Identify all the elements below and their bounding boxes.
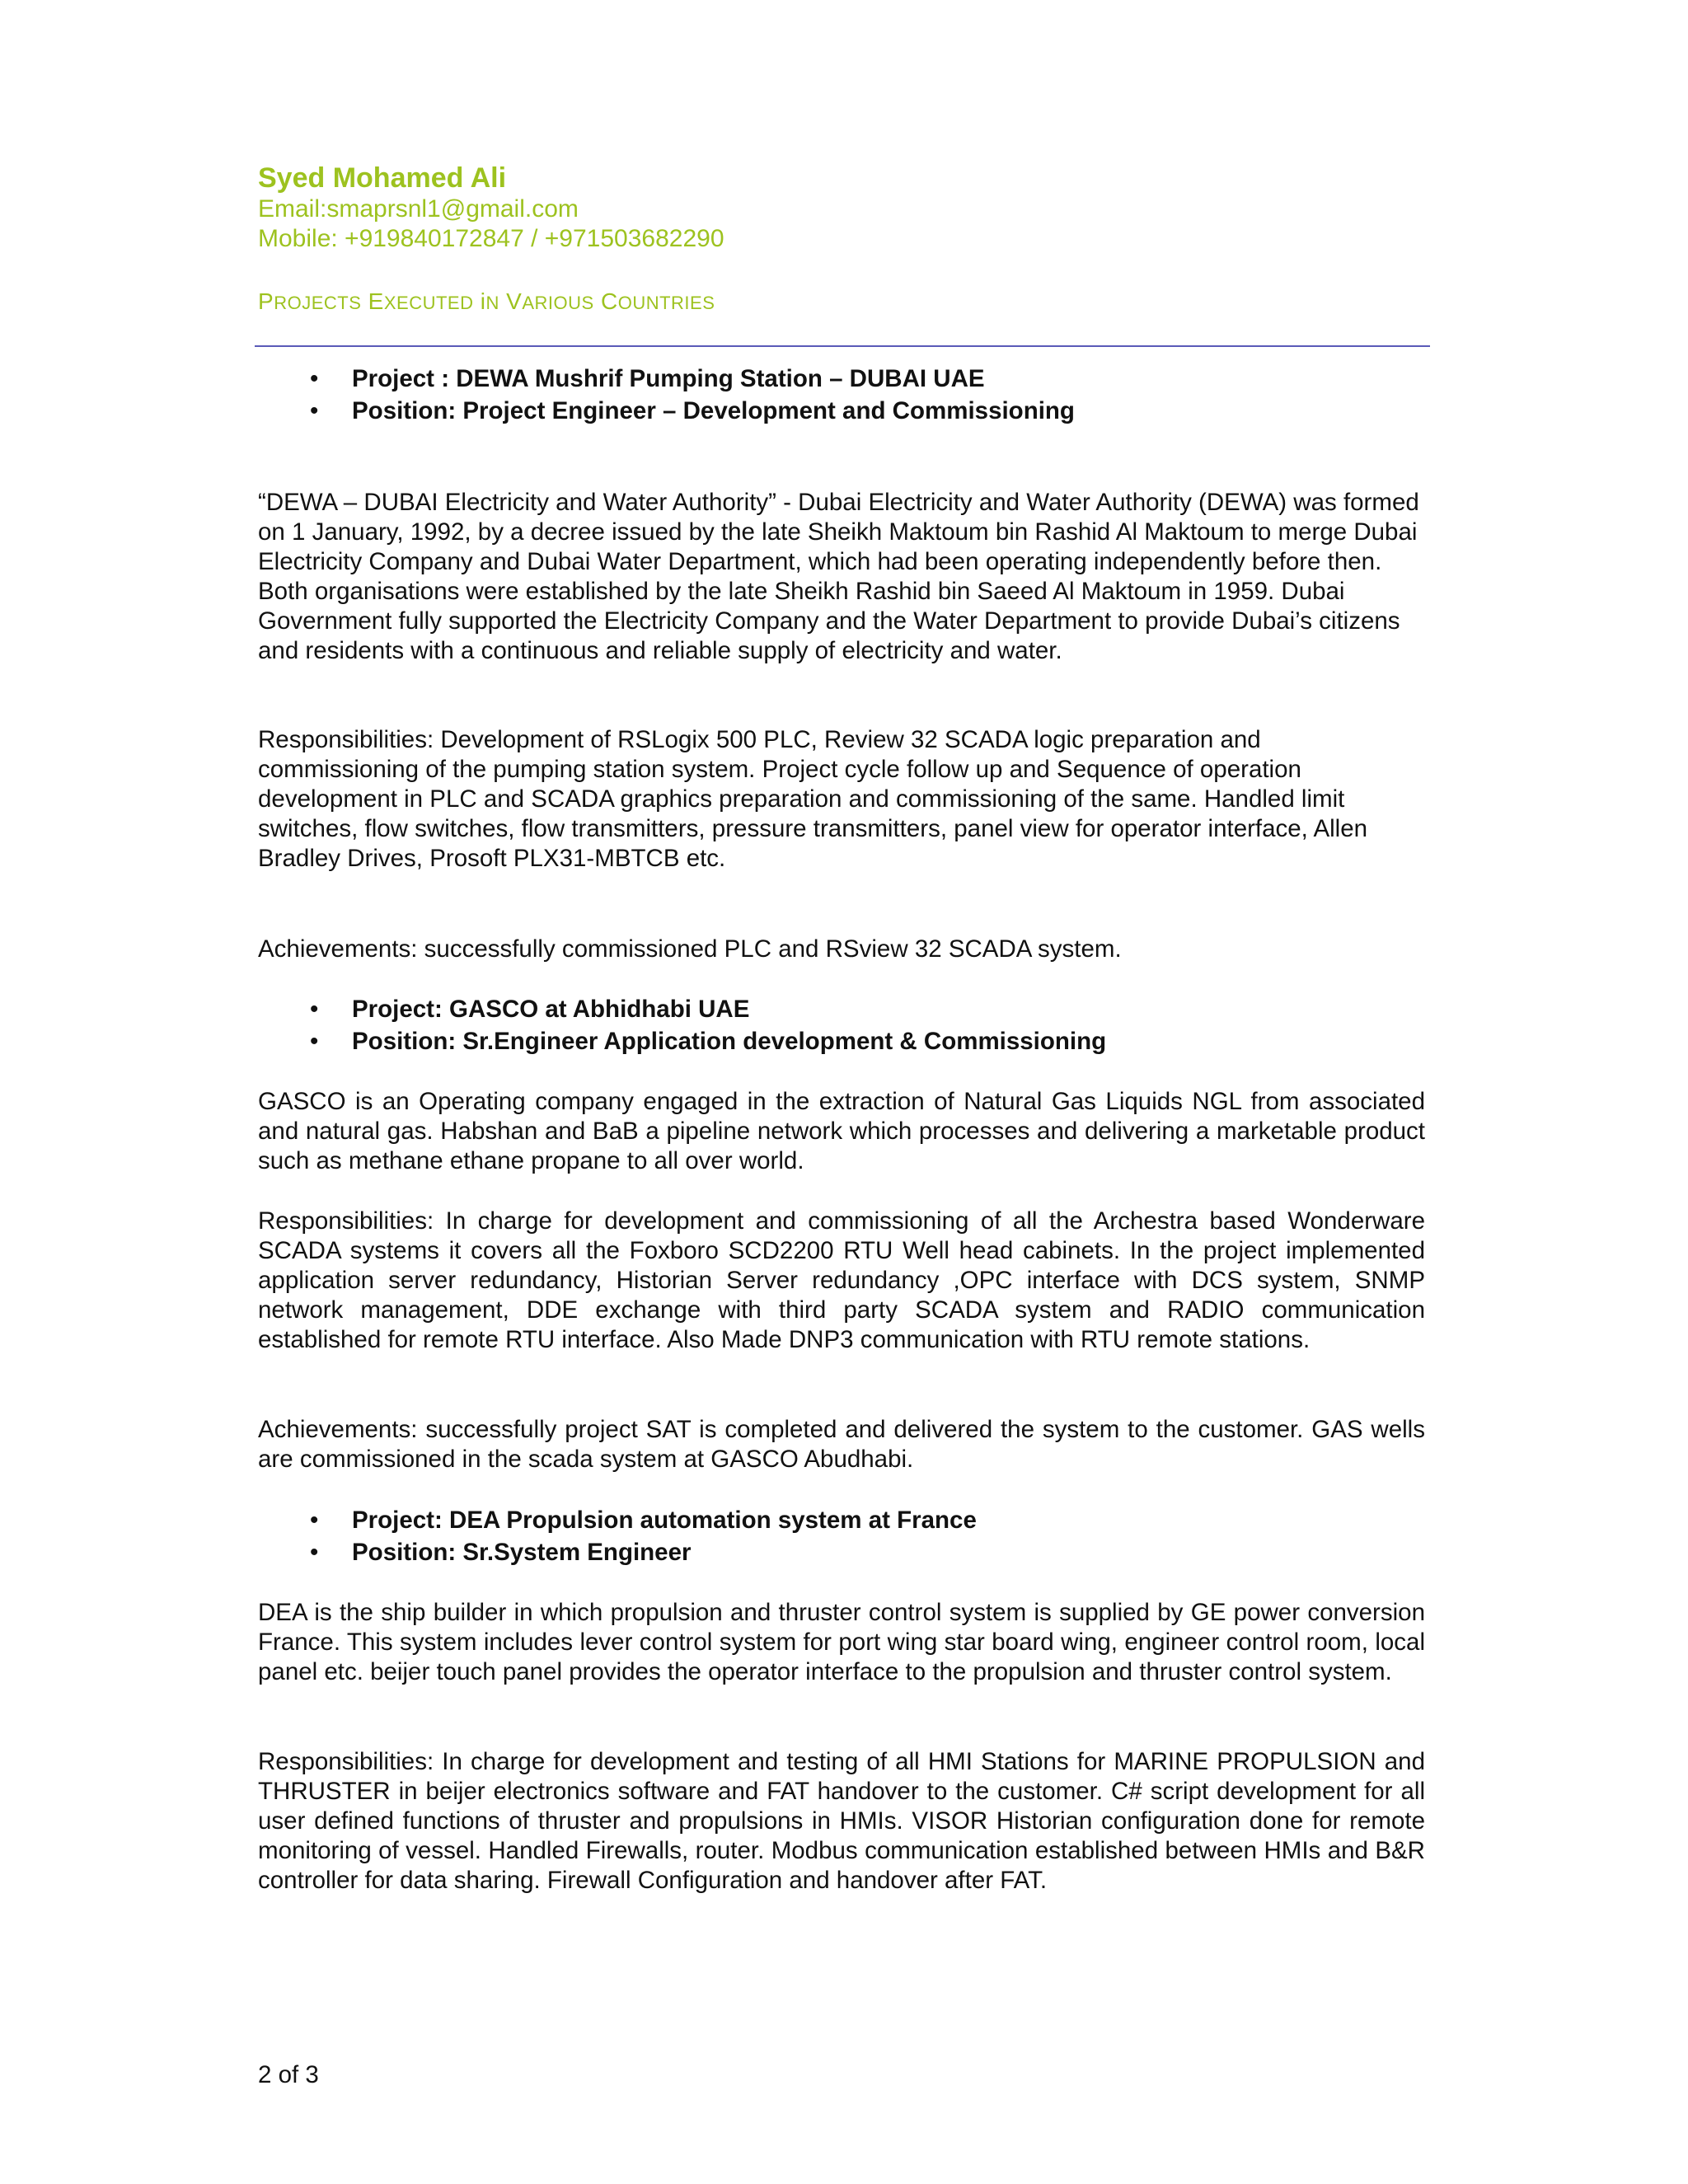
bullet-item (310, 1504, 977, 1536)
page-number: 2 of 3 (258, 2061, 319, 2088)
bullet-item (310, 1536, 977, 1568)
bullet-item (310, 1025, 1106, 1057)
project-2-description (258, 1087, 1425, 1176)
project-3-description-text: DEA is the ship builder in which propulsion and thruster control system is supplied by GE power conversion France. This system includes lever control system for port wing star board wing, engineer control room, local panel etc. beijer touch panel provides the operator interface to the propulsion and thruster control system. (258, 1599, 1425, 1685)
bullet-item (310, 395, 1075, 427)
project-1-responsibilities (258, 725, 1425, 874)
project-2-achievements (258, 1415, 1425, 1474)
project-2-achievements-text: Achievements: successfully project SAT is completed and delivered the system to the customer. GAS wells are commissioned in the scada system at GASCO Abudhabi. (258, 1416, 1425, 1473)
project-1-responsibilities-text: Responsibilities: Development of RSLogix 500 PLC, Review 32 SCADA logic preparation and commissioning of the pumping station system. Project cycle follow up and Sequence of operation development in PLC and SCADA graphics preparation and commissioning of the same. Handled limit switches, flow switches, flow transmitters, pressure transmitters, panel view for operator interface, Allen Bradley Drives, Prosoft PLX31-MBTCB etc. (258, 726, 1368, 872)
project-1-description (258, 488, 1425, 666)
project-2-title: Project: GASCO at Abhidhabi UAE (352, 996, 750, 1023)
project-3-responsibilities (258, 1747, 1425, 1896)
bullet-icon: • (310, 1539, 319, 1566)
project-3-description (258, 1598, 1425, 1687)
candidate-name: Syed Mohamed Ali (258, 162, 507, 194)
project-1-title: Project : DEWA Mushrif Pumping Station – DUBAI UAE (352, 365, 985, 392)
section-title (258, 288, 715, 317)
project-2-responsibilities-text: Responsibilities: In charge for development and commissioning of all the Archestra based Wonderware SCADA systems it covers all the Foxboro SCD2200 RTU Well head cabinets. In the project implemented application server redundancy, Historian Server redundancy ,OPC interface with DCS system, SNMP network management, DDE exchange with third party SCADA system and RADIO communication established for remote RTU interface. Also Made DNP3 communication with RTU remote stations. (258, 1207, 1425, 1353)
project-1-bullets (310, 363, 1075, 427)
bullet-item (310, 363, 1075, 395)
project-3-bullets (310, 1504, 977, 1568)
resume-header (258, 162, 724, 254)
bullet-icon: • (310, 1028, 319, 1055)
project-2-responsibilities (258, 1207, 1425, 1355)
bullet-icon: • (310, 365, 319, 392)
project-2-description-text: GASCO is an Operating company engaged in the extraction of Natural Gas Liquids NGL from associated and natural gas. Habshan and BaB a pipeline network which processes and delivering a marketable product such as methane ethane propane to all over world. (258, 1088, 1425, 1174)
bullet-icon: • (310, 1507, 319, 1534)
project-1-achievements (258, 935, 1425, 964)
bullet-icon: • (310, 397, 319, 424)
mobile-text: Mobile: +919840172847 / +971503682290 (258, 225, 724, 252)
project-2-bullets (310, 993, 1106, 1057)
section-title-smallcaps: PROJECTS EXECUTED iN VARIOUS COUNTRIES (258, 288, 715, 314)
project-1-achievements-text: Achievements: successfully commissioned PLC and RSview 32 SCADA system. (258, 935, 1122, 963)
project-3-title: Project: DEA Propulsion automation system at France (352, 1507, 977, 1534)
project-1-description-text: “DEWA – DUBAI Electricity and Water Authority” - Dubai Electricity and Water Authority (DEWA) was formed on 1 January, 1992, by a decree issued by the late Sheikh Maktoum bin Rashid Al Maktoum to merge Dubai Electricity Company and Dubai Water Department, which had been operating independently before then. Both organisations were established by the late Sheikh Rashid bin Saeed Al Maktoum in 1959. Dubai Government fully supported the Electricity Company and the Water Department to provide Dubai’s citizens and residents with a continuous and reliable supply of electricity and water. (258, 489, 1419, 664)
section-divider (255, 345, 1430, 347)
project-3-responsibilities-text: Responsibilities: In charge for development and testing of all HMI Stations for MARINE PROPULSION and THRUSTER in beijer electronics software and FAT handover to the customer. C# script development for all user defined functions of thruster and propulsions in HMIs. VISOR Historian configuration done for remote monitoring of vessel. Handled Firewalls, router. Modbus communication established between HMIs and B&R controller for data sharing. Firewall Configuration and handover after FAT. (258, 1748, 1425, 1894)
email-text: Email:smaprsnl1@gmail.com (258, 195, 579, 223)
project-1-position: Position: Project Engineer – Development and Commissioning (352, 397, 1075, 424)
bullet-icon: • (310, 996, 319, 1023)
project-2-position: Position: Sr.Engineer Application development & Commissioning (352, 1028, 1107, 1055)
project-3-position: Position: Sr.System Engineer (352, 1539, 692, 1566)
bullet-item (310, 993, 1106, 1025)
